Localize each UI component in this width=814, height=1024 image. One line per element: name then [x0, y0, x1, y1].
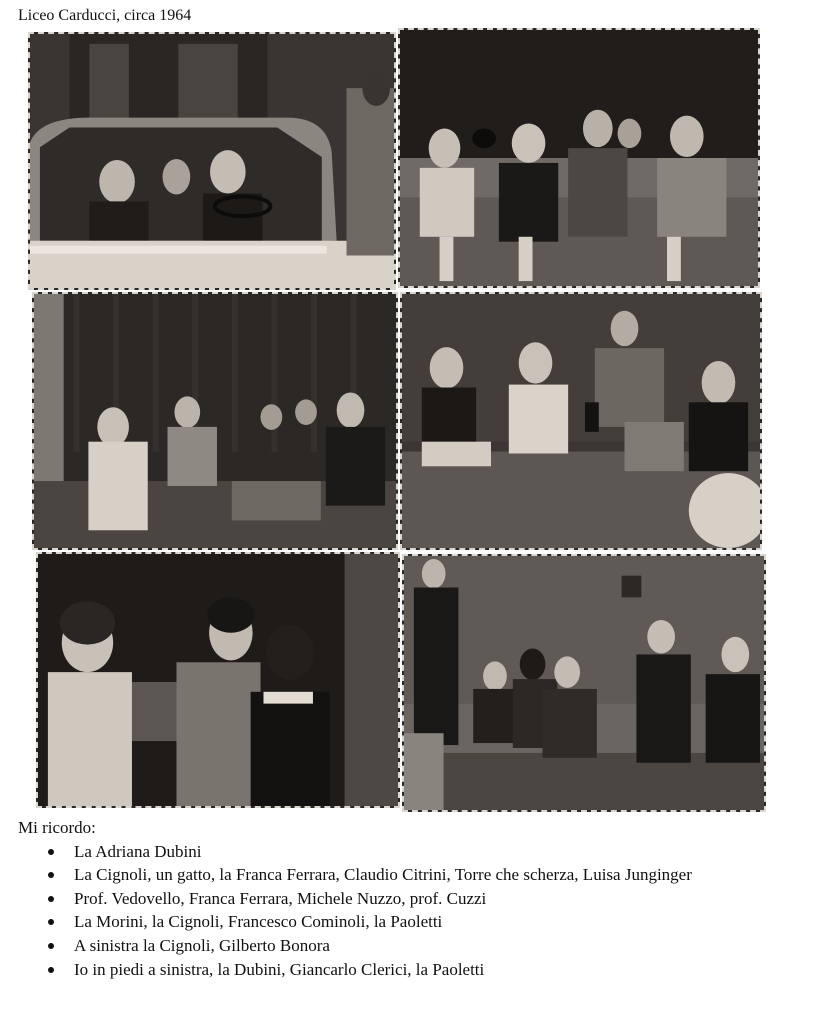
caption-list	[18, 840, 798, 982]
caption-intro: Mi ricordo:	[18, 818, 96, 837]
photo-courtyard-group	[32, 292, 398, 550]
page-title: Liceo Carducci, circa 1964	[18, 7, 192, 24]
bullet-icon	[48, 896, 54, 902]
caption-item	[74, 958, 798, 982]
caption-item	[74, 840, 798, 864]
caption-item-text: La Cignoli, un gatto, la Franca Ferrara, Claudio Citrini, Torre che scherza, Luisa Junginger	[74, 865, 692, 885]
memories-caption	[18, 816, 798, 981]
caption-item-text: Io in piedi a sinistra, la Dubini, Giancarlo Clerici, la Paoletti	[74, 959, 485, 979]
bullet-icon	[48, 943, 54, 949]
bullet-icon	[48, 967, 54, 973]
caption-item	[74, 910, 798, 934]
bullet-icon	[48, 849, 54, 855]
photo-outdoor-gathering	[402, 554, 766, 812]
caption-item-text: La Adriana Dubini	[74, 841, 202, 861]
photo-car-scene	[28, 32, 396, 290]
caption-item-text: Prof. Vedovello, Franca Ferrara, Michele Nuzzo, prof. Cuzzi	[74, 888, 487, 908]
caption-item	[74, 863, 798, 887]
caption-item	[74, 934, 798, 958]
photo-seated-conversation	[400, 292, 762, 550]
caption-item-text: La Morini, la Cignoli, Francesco Cominoli, la Paoletti	[74, 912, 443, 932]
photo-dancing-couple	[36, 552, 400, 808]
bullet-icon	[48, 872, 54, 878]
caption-item-text: A sinistra la Cignoli, Gilberto Bonora	[74, 935, 330, 955]
caption-item	[74, 887, 798, 911]
bullet-icon	[48, 919, 54, 925]
photo-sofa-group	[398, 28, 760, 288]
